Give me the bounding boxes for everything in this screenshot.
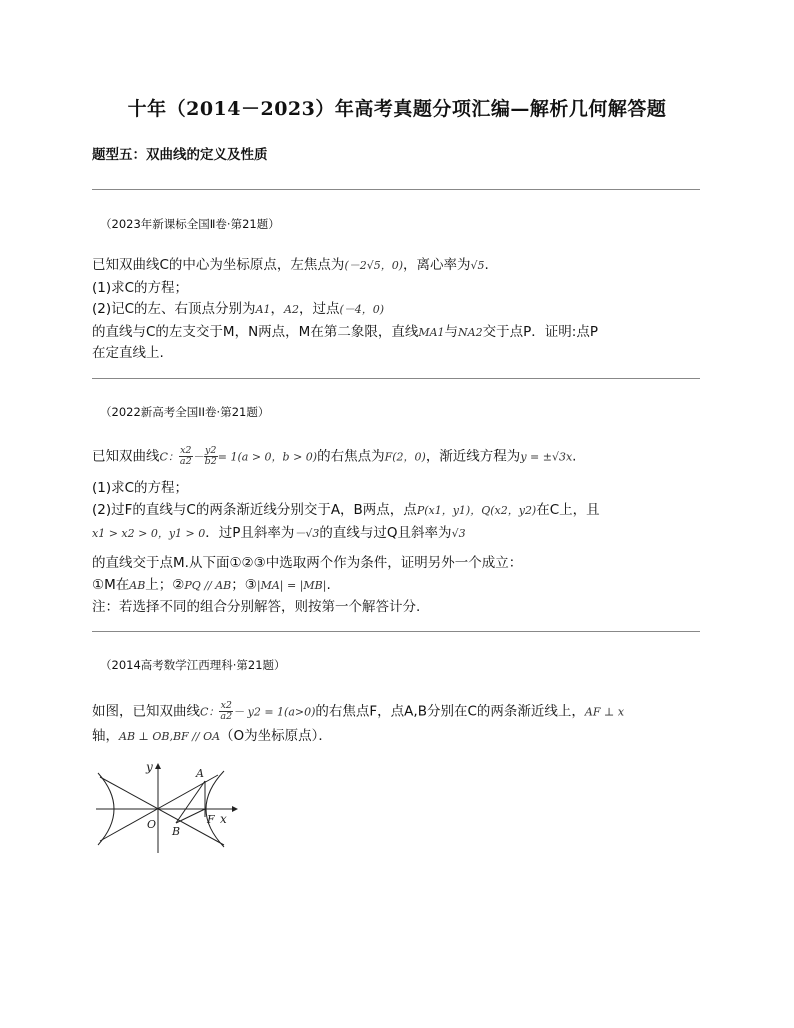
segment-AB: [176, 781, 205, 823]
problem-2-line-7: 注：若选择不同的组合分别解答，则按第一个解答计分.: [92, 599, 421, 615]
fraction: $\frac{x2}{a2}$: [220, 700, 233, 722]
problem-2-line-1: 已知双曲线C： $\frac{x2}{a2}$ － $\frac{y2}{b2}$ = 1(a > 0，b > 0)的右焦点为F(2，0)，渐近线方程为y = ±√3x.: [92, 445, 577, 467]
math-focus: (－2√5，0): [344, 259, 404, 272]
problem-1-line-5: 在定直线上.: [92, 345, 164, 361]
label-x: x: [220, 812, 227, 826]
label-O: O: [147, 818, 157, 831]
divider: [92, 189, 700, 190]
label-B: B: [172, 825, 181, 838]
problem-1-line-1: 已知双曲线C的中心为坐标原点，左焦点为(－2√5，0)，离心率为√5.: [92, 257, 489, 273]
page-title: 十年（2014－2023）年高考真题分项汇编—解析几何解答题: [127, 98, 667, 120]
problem-2-source: （2022新高考全国II卷·第21题）: [100, 405, 270, 419]
problem-2-line-4: x1 > x2 > 0，y1 > 0．过P且斜率为－√3的直线与过Q且斜率为√3: [92, 525, 466, 541]
problem-3-line-1: 如图，已知双曲线C： $\frac{x2}{a2}$ － y2 = 1(a>0)的右焦点F，点A,B分别在C的两条渐近线上，AF ⊥ x: [92, 700, 625, 722]
math-eccentricity: √5: [470, 259, 485, 272]
label-F: F: [207, 813, 215, 826]
problem-3-source: （2014高考数学江西理科·第21题）: [100, 658, 286, 672]
problem-2-line-3: (2)过F的直线与C的两条渐近线分别交于A，B两点，点P(x1，y1)，Q(x2，y2)在C上，且: [92, 502, 600, 518]
problem-1-line-2: (1)求C的方程；: [92, 280, 189, 296]
y-axis-arrow: [155, 763, 161, 769]
divider: [92, 631, 700, 632]
problem-2-line-2: (1)求C的方程；: [92, 480, 189, 496]
problem-2-line-5: 的直线交于点M.从下面①②③中选取两个作为条件，证明另外一个成立：: [92, 555, 523, 571]
fraction: $\frac{y2}{b2}$: [204, 445, 217, 467]
hyperbola-figure: [92, 757, 242, 857]
fraction: $\frac{x2}{a2}$: [179, 445, 192, 467]
asymptote-2: [100, 775, 218, 841]
x-axis-arrow: [232, 806, 238, 812]
problem-3-line-2: 轴，AB ⊥ OB,BF // OA（O为坐标原点）．: [92, 728, 332, 744]
section-subtitle: 题型五：双曲线的定义及性质: [92, 147, 268, 163]
label-A: A: [196, 767, 204, 780]
problem-1-source: （2023年新课标全国Ⅱ卷·第21题）: [100, 217, 280, 231]
problem-1-line-4: 的直线与C的左支交于M，N两点，M在第二象限，直线MA1与NA2交于点P．证明:点P: [92, 324, 598, 340]
problem-1-line-3: (2)记C的左、右顶点分别为A1，A2，过点(－4，0): [92, 301, 385, 317]
problem-2-line-6: ①M在AB上；②PQ // AB；③|MA| = |MB|.: [92, 577, 331, 593]
divider: [92, 378, 700, 379]
label-y: y: [146, 760, 153, 774]
